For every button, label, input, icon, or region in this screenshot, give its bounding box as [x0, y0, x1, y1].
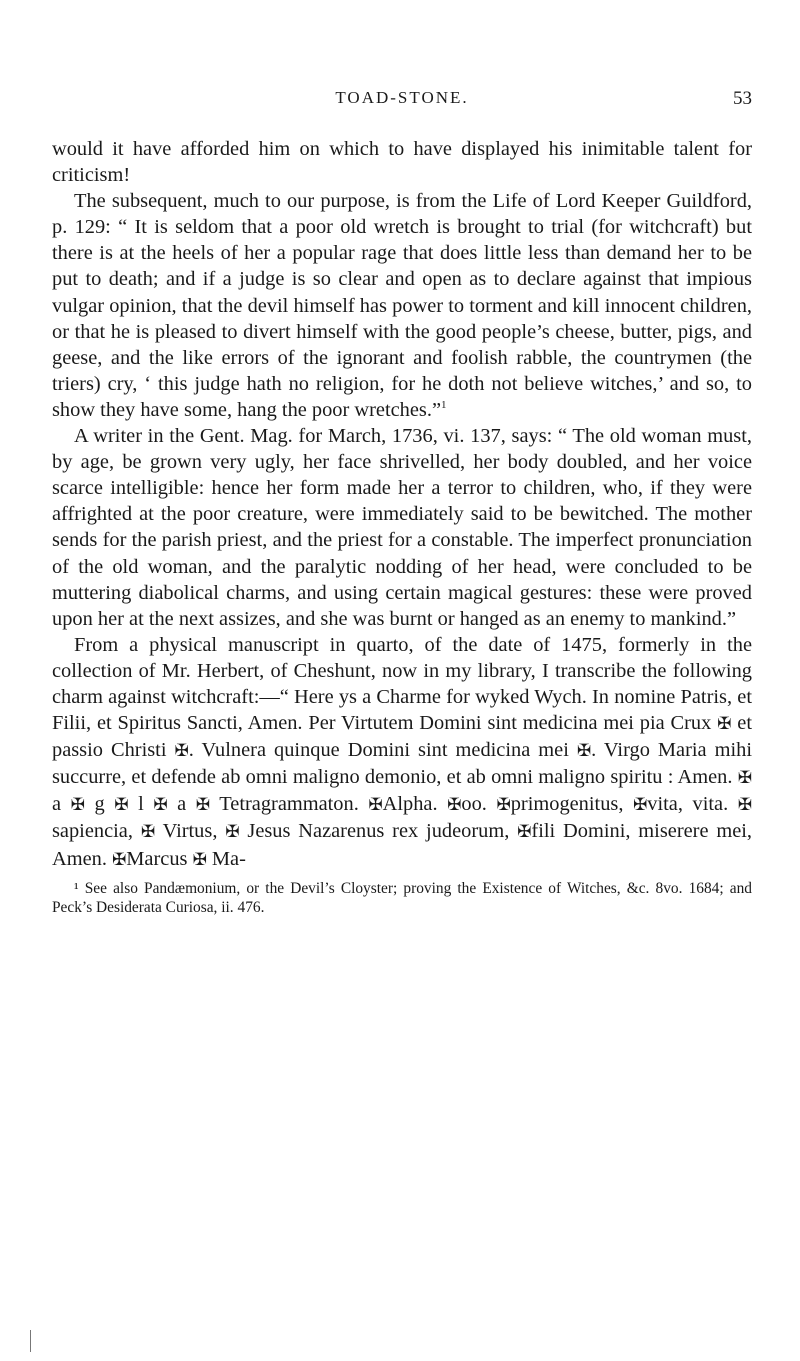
charm-segment: Tetragrammaton.: [219, 793, 359, 816]
cross-icon: ✠: [140, 822, 156, 843]
cross-icon: ✠: [153, 795, 168, 816]
cross-icon: ✠: [114, 795, 129, 816]
cross-icon: ✠: [225, 822, 240, 843]
charm-segment: a: [52, 793, 62, 816]
running-head: [52, 88, 752, 114]
footnote-reference: 1: [441, 399, 447, 412]
charm-segment: . Virgo Maria mihi succurre, et defende ab omni maligno demonio, et ab omni maligno spiritu : Amen.: [52, 739, 752, 789]
charm-segment: Ma-: [211, 847, 246, 870]
charm-intro: From a physical manuscript in quarto, of the date of 1475, formerly in the collection of Mr. Herbert, of Cheshunt, now in my library, I transcribe the following charm against witchcraft:—“ Here ys a Charme for wyked Wych. In nomine Patris, et Filii, et Spiritus Sancti, Amen. Per Virtutem Domini sint medicina mei pia Crux: [52, 633, 752, 735]
cross-icon: ✠: [517, 822, 532, 843]
charm-segment: oo.: [461, 793, 487, 816]
body-text: [52, 136, 752, 873]
cross-icon: ✠: [112, 849, 127, 870]
paragraph-continuation: would it have afforded him on which to have displayed his inimitable talent for criticism!: [52, 138, 752, 187]
charm-segment: Marcus: [126, 847, 188, 870]
paragraph-guildford: [52, 188, 752, 423]
footnote: ¹ See also Pandæmonium, or the Devil’s Cloyster; proving the Existence of Witches, &c. 8vo. 1684; and Peck’s Desiderata Curiosa, ii. 476.: [52, 879, 752, 917]
cross-icon: ✠: [70, 795, 85, 816]
charm-segment: fili Domini, miserere mei, Amen.: [52, 820, 753, 870]
charm-segment: Alpha.: [382, 793, 438, 816]
paragraph-guildford-text: The subsequent, much to our purpose, is from the Life of Lord Keeper Guildford, p. 129: “ It is seldom that a poor old wretch is brought to trial (for witchcraft) but there is at the heels of her a popular rage that does little less than demand her to be put to death; and if a judge is so clear and open as to declare against that impious vulgar opinion, that the devil himself has power to torment and kill innocent children, or that he is pleased to divert himself with the good people’s cheese, butter, pigs, and geese, and the like errors of the ignorant and foolish rabble, the countrymen (the triers) cry, ‘ this judge hath no religion, for he doth not believe witches,’ and so, to show they have some, hang the poor wretches.”: [52, 190, 752, 421]
charm-segment: l: [138, 793, 144, 816]
cross-icon: ✠: [576, 741, 592, 762]
running-title: TOAD-STONE.: [335, 88, 469, 107]
cross-icon: ✠: [447, 795, 462, 816]
margin-mark: [30, 1330, 31, 1352]
charm-segment: vita, vita.: [647, 793, 729, 816]
cross-icon: ✠: [195, 795, 211, 816]
cross-icon: ✠: [737, 768, 752, 789]
cross-icon: ✠: [717, 714, 732, 735]
cross-icon: ✠: [174, 741, 189, 762]
charm-segment: g: [94, 793, 105, 816]
paragraph-gent-mag: A writer in the Gent. Mag. for March, 1736, vi. 137, says: “ The old woman must, by age, be grown very ugly, her face shrivelled, her body doubled, and her voice scarce intelligible: hence her form made her a terror to children, who, if they were affrighted at the poor creature, were immediately said to be bewitched. The mother sends for the parish priest, and the priest for a constable. The imperfect pronunciation of the old woman, and the paralytic nodding of her head, were concluded to be muttering diabolical charms, and using certain magical gestures: these were proved upon her at the next assizes, and she was burnt or hanged as an enemy to mankind.”: [52, 425, 752, 630]
cross-icon: ✠: [496, 795, 511, 816]
cross-icon: ✠: [633, 795, 648, 816]
charm-segment: . Vulnera quinque Domini sint medicina mei: [188, 739, 569, 762]
paragraph-charm: [52, 632, 752, 873]
cross-icon: ✠: [192, 849, 207, 870]
charm-segment: a: [177, 793, 187, 816]
charm-segment: Virtus,: [162, 820, 218, 843]
cross-icon: ✠: [737, 795, 753, 816]
page-number: 53: [733, 88, 752, 109]
charm-segment: et passio Christi: [52, 712, 752, 762]
cross-icon: ✠: [368, 795, 383, 816]
charm-segment: primogenitus,: [510, 793, 624, 816]
charm-segment: sapiencia,: [52, 820, 133, 843]
charm-segment: Jesus Nazarenus rex judeorum,: [247, 820, 510, 843]
book-page: [52, 88, 752, 918]
